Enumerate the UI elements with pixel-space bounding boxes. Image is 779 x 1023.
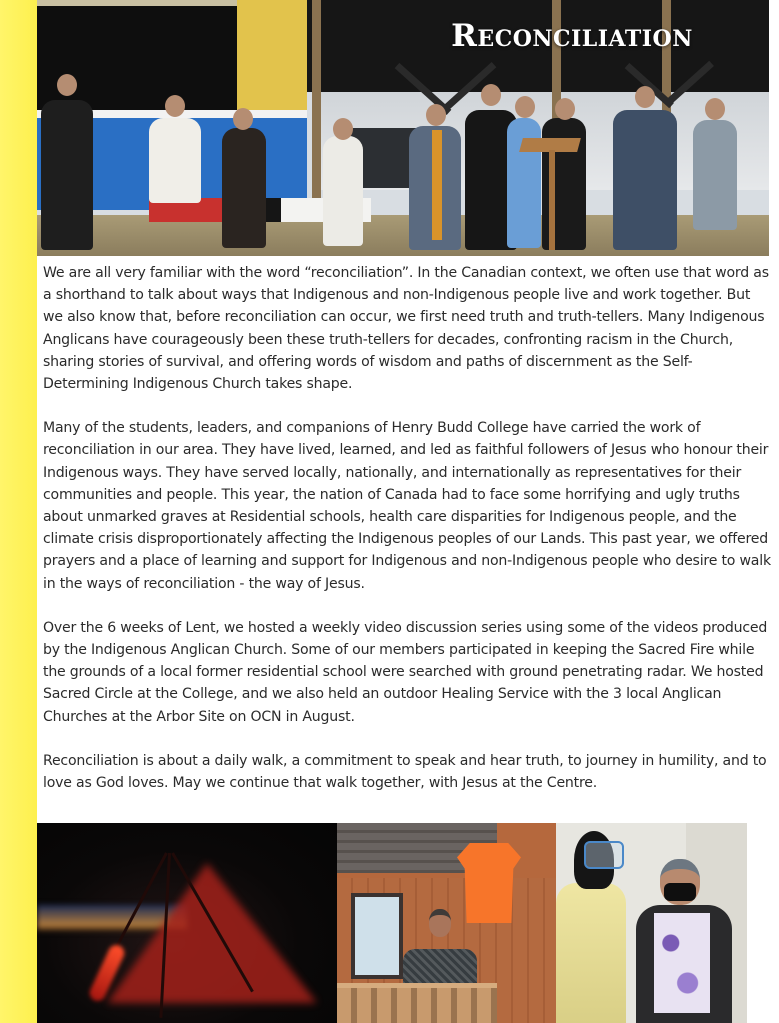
shed-yellow-wall (237, 0, 307, 120)
face-shield (584, 841, 624, 869)
man-with-orange-shirt-photo (337, 823, 556, 1023)
yellow-accent-bar (0, 0, 37, 1023)
person-head (635, 86, 655, 108)
person-head (333, 118, 353, 140)
paragraph-2: Many of the students, leaders, and companions of Henry Budd College have carried the work of reconciliation in our area. They have lived, learned, and led as faithful followers of Jesus who honour their Indigenous ways. They have served locally, nationally, and internationally as representatives for their communities and people. This year, the nation of Canada had to face some horrifying and ugly truths about unmarked graves at Residential schools, health care disparities for Indigenous people, and the climate crisis disproportionately affecting the Indigenous peoples of our Lands. This past year, we offered prayers and a place of learning and support for Indigenous and non-Indigenous people who desire to walk in the ways of reconciliation - the way of Jesus. (43, 420, 771, 592)
orange-shirt (457, 843, 521, 923)
man-head (429, 909, 451, 937)
paragraph-4: Reconciliation is about a daily walk, a commitment to speak and hear truth, to journey in humility, and to love as God loves. May we continue that walk together, with Jesus at the Centre. (43, 752, 767, 792)
stole (432, 130, 442, 240)
article-body (43, 262, 771, 816)
person-head (57, 74, 77, 96)
face-mask (664, 883, 696, 901)
porch-railing (337, 983, 497, 1023)
person (613, 110, 677, 250)
lectern-post (549, 150, 555, 250)
nurse (556, 883, 626, 1023)
person (693, 120, 737, 230)
house-window (351, 893, 403, 979)
person-head (515, 96, 535, 118)
person (222, 128, 266, 248)
person (323, 136, 363, 246)
patient-blouse (654, 913, 710, 1013)
tipi (107, 863, 317, 1003)
person-head (481, 84, 501, 106)
page-title: Reconciliation (451, 18, 693, 54)
person (149, 118, 201, 203)
person-head (705, 98, 725, 120)
hero-photo-outdoor-service (37, 0, 769, 256)
paragraph-3: Over the 6 weeks of Lent, we hosted a weekly video discussion series using some of the videos produced by the Indigenous Anglican Church. Some of our members participated in keeping the Sacred Fire while the grounds of a local former residential school were searched with ground penetrating radar. We hosted Sacred Circle at the College, and we also held an outdoor Healing Service with the 3 local Anglican Churches at the Arbor Site on OCN in August. (43, 619, 768, 725)
person-head (233, 108, 253, 130)
person-head (426, 104, 446, 126)
photo-strip (37, 823, 747, 1023)
person (41, 100, 93, 250)
vaccination-photo (556, 823, 747, 1023)
paragraph-1: We are all very familiar with the word “reconciliation”. In the Canadian context, we often use that word as a shorthand to talk about ways that Indigenous and non-Indigenous people live and work together. But we also know that, before reconciliation can occur, we first need truth and truth-tellers. Many Indigenous Anglicans have courageously been these truth-tellers for decades, confronting racism in the Church, sharing stories of survival, and offering words of wisdom and paths of discernment as the Self-Determining Indigenous Church takes shape. (43, 265, 769, 393)
person-head (555, 98, 575, 120)
person-head (165, 95, 185, 117)
tipi-at-night-photo (37, 823, 337, 1023)
